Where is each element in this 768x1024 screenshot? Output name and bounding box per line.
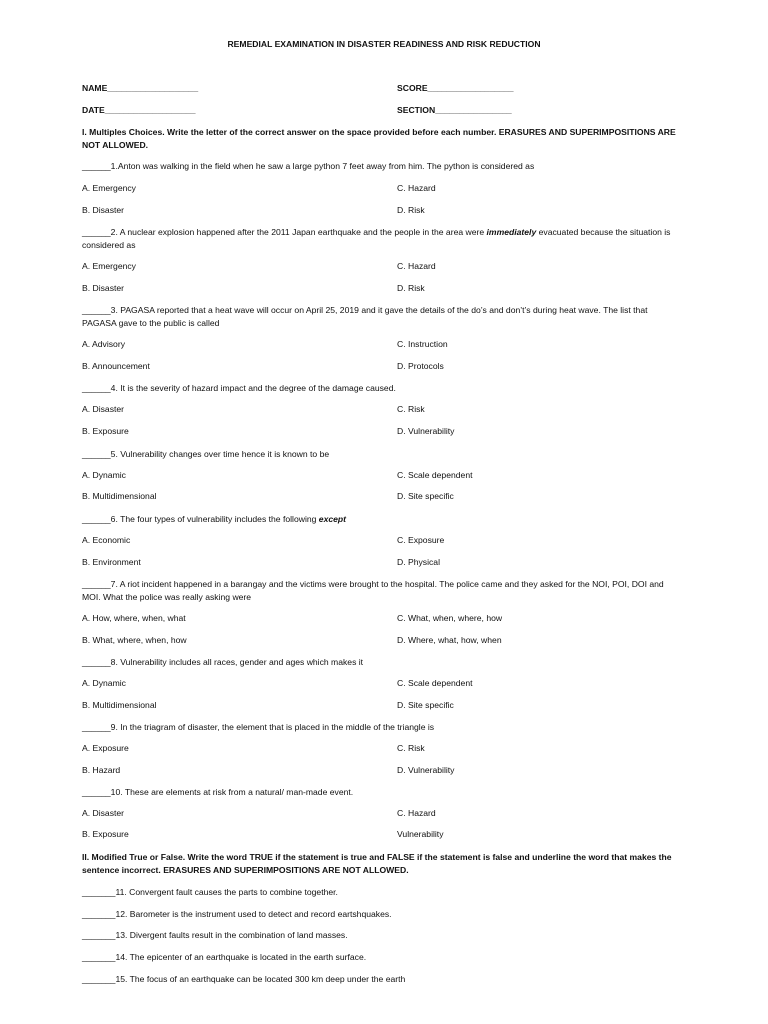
date-field: DATE___________________ [82, 105, 196, 115]
q10-option-c: C. Hazard [397, 808, 436, 818]
true-false-item-11: _______11. Convergent fault causes the parts to combine together. [82, 887, 338, 897]
q6-option-a: A. Economic [82, 535, 131, 545]
q4-option-b: B. Exposure [82, 426, 129, 436]
part2-instructions: II. Modified True or False. Write the word TRUE if the statement is true and FALSE if the statement is false and underline the word that makes the sentence incorrect. ERASURES AND SUPERIMPOSITIONS ARE NOT ALLOWED. [82, 852, 672, 875]
q1-option-c: C. Hazard [397, 183, 436, 193]
q3-option-d: D. Protocols [397, 361, 444, 371]
question-7: ______7. A riot incident happened in a barangay and the victims were brought to the hospital. The police came and they asked for the NOI, POI, DOI and MOI. What the police was really asking were [82, 579, 664, 602]
q3-option-b: B. Announcement [82, 361, 150, 371]
question-9: ______9. In the triagram of disaster, the element that is placed in the middle of the triangle is [82, 722, 435, 732]
q6-option-b: B. Environment [82, 557, 141, 567]
question-10: ______10. These are elements at risk from a natural/ man-made event. [82, 787, 354, 797]
q2-option-d: D. Risk [397, 283, 425, 293]
true-false-item-13: _______13. Divergent faults result in the combination of land masses. [82, 930, 348, 940]
q7-option-d: D. Where, what, how, when [397, 635, 502, 645]
q9-option-d: D. Vulnerability [397, 765, 455, 775]
true-false-item-14: _______14. The epicenter of an earthquake is located in the earth surface. [82, 952, 367, 962]
q3-option-a: A. Advisory [82, 339, 125, 349]
q2-option-a: A. Emergency [82, 261, 136, 271]
q5-option-d: D. Site specific [397, 491, 454, 501]
q7-option-a: A. How, where, when, what [82, 613, 186, 623]
q9-option-b: B. Hazard [82, 765, 121, 775]
q8-option-c: C. Scale dependent [397, 678, 473, 688]
q2-option-b: B. Disaster [82, 283, 125, 293]
score-field: SCORE__________________ [397, 83, 514, 93]
q8-option-a: A. Dynamic [82, 678, 126, 688]
q7-option-b: B. What, where, when, how [82, 635, 187, 645]
q8-option-b: B. Multidimensional [82, 700, 157, 710]
question-1: ______1.Anton was walking in the field when he saw a large python 7 feet away from him. The python is considered as [82, 161, 535, 171]
q10-option-d: Vulnerability [397, 829, 444, 839]
question-2-emphasis: immediately [486, 227, 537, 237]
q8-option-d: D. Site specific [397, 700, 454, 710]
q6-option-c: C. Exposure [397, 535, 445, 545]
q9-option-a: A. Exposure [82, 743, 129, 753]
question-6-text-a: ______6. The four types of vulnerability includes the following [82, 514, 319, 524]
question-8: ______8. Vulnerability includes all races, gender and ages which makes it [82, 657, 364, 667]
part1-instructions: I. Multiples Choices. Write the letter of the correct answer on the space provided before each number. ERASURES AND SUPERIMPOSITIONS ARE NOT ALLOWED. [82, 127, 676, 150]
q3-option-c: C. Instruction [397, 339, 448, 349]
q5-option-a: A. Dynamic [82, 470, 126, 480]
question-4: ______4. It is the severity of hazard impact and the degree of the damage caused. [82, 383, 396, 393]
question-2-text-a: ______2. A nuclear explosion happened after the 2011 Japan earthquake and the people in the area were [82, 227, 487, 237]
question-6-emphasis: except [318, 514, 347, 524]
q1-option-d: D. Risk [397, 205, 425, 215]
question-3: ______3. PAGASA reported that a heat wave will occur on April 25, 2019 and it gave the details of the do’s and don’t’s during heat wave. The list that PAGASA gave to the public is called [82, 305, 648, 328]
true-false-item-12: _______12. Barometer is the instrument used to detect and record eartshquakes. [82, 909, 392, 919]
name-field: NAME___________________ [82, 83, 199, 93]
true-false-item-15: _______15. The focus of an earthquake can be located 300 km deep under the earth [82, 974, 406, 984]
question-5: ______5. Vulnerability changes over time hence it is known to be [82, 449, 330, 459]
question-2 [82, 226, 682, 252]
q6-option-d: D. Physical [397, 557, 440, 567]
exam-title: REMEDIAL EXAMINATION IN DISASTER READINESS AND RISK REDUCTION [227, 39, 541, 49]
q5-option-c: C. Scale dependent [397, 470, 473, 480]
q10-option-b: B. Exposure [82, 829, 129, 839]
q4-option-a: A. Disaster [82, 404, 125, 414]
q9-option-c: C. Risk [397, 743, 425, 753]
q4-option-d: D. Vulnerability [397, 426, 455, 436]
q5-option-b: B. Multidimensional [82, 491, 157, 501]
q10-option-a: A. Disaster [82, 808, 125, 818]
q1-option-b: B. Disaster [82, 205, 125, 215]
section-field: SECTION________________ [397, 105, 512, 115]
q2-option-c: C. Hazard [397, 261, 436, 271]
q7-option-c: C. What, when, where, how [397, 613, 503, 623]
question-6 [82, 513, 682, 526]
question-2-text-b: evacuated because the situation is considered as [82, 227, 671, 250]
q4-option-c: C. Risk [397, 404, 425, 414]
q1-option-a: A. Emergency [82, 183, 136, 193]
